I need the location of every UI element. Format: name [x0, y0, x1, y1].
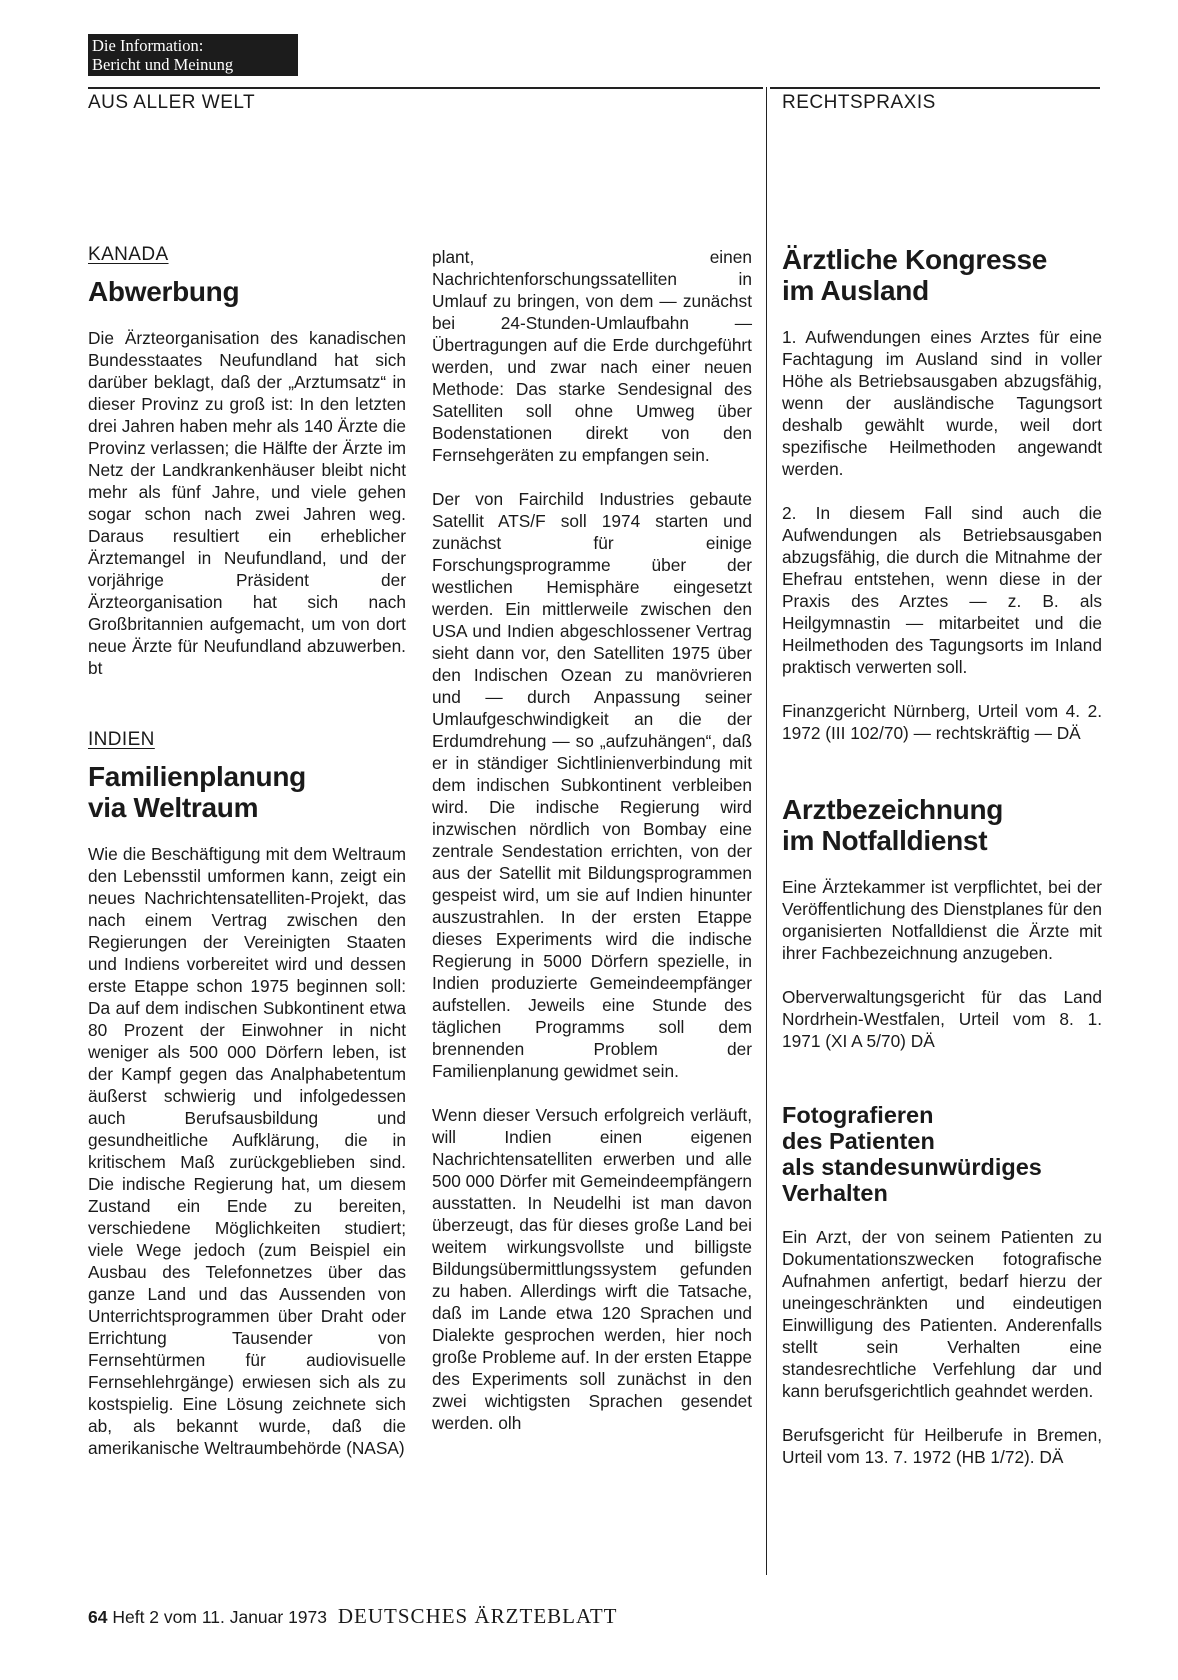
column-2: [432, 246, 752, 1456]
article-body: 1. Aufwendungen eines Arztes für eine Fachtagung im Ausland sind in voller Höhe als Betriebsausgaben abzugsfähig, wenn der ausländische Tagungsort deshalb gewählt wurde, weil dort spezifische Heilmethoden angewandt werden.: [782, 327, 1102, 479]
article-body: 2. In diesem Fall sind auch die Aufwendungen als Betriebsausgaben abzugsfähig, die durch die Mitnahme der Ehefrau entstehen, wenn diese in der Praxis des Arztes — z. B. als Heilgymnastin — mitarbeitet und die Heilmethoden des Tagungsorts im Inland praktisch verwerten soll.: [782, 503, 1102, 677]
article-indien: [88, 729, 406, 1459]
page-number: 64: [88, 1607, 108, 1627]
header-rule-right: [770, 87, 1100, 89]
header-rule-left: [88, 87, 763, 89]
column-3: [782, 244, 1102, 1490]
article-title-line: Fotografieren: [782, 1102, 934, 1128]
article-title-line: Verhalten: [782, 1180, 888, 1206]
article-kicker: INDIEN: [88, 729, 155, 750]
article-notfalldienst: [782, 794, 1102, 1052]
article-title-line: als standesunwürdiges: [782, 1154, 1042, 1180]
article-title-line: via Weltraum: [88, 792, 259, 823]
article-kongresse: [782, 244, 1102, 744]
article-kicker: KANADA: [88, 244, 169, 265]
article-body: Eine Ärztekammer ist verpflichtet, bei der Veröffentlichung des Dienstplanes für den organisierten Notfalldienst die Ärzte mit ihrer Fachbezeichnung anzugeben.: [782, 877, 1102, 963]
page-footer: [88, 1604, 617, 1629]
issue-info: Heft 2 vom 11. Januar 1973: [112, 1607, 328, 1627]
article-kanada: [88, 244, 406, 679]
article-title-line: Arztbezeichnung: [782, 794, 1004, 825]
article-title: [88, 761, 406, 823]
article-body-continued: plant, einen Nachrichtenforschungssatelliten in Umlauf zu bringen, von dem — zunächst bei 24-Stunden-Umlaufbahn — Übertragungen auf die Erde durchgeführt werden, und zwar nach einer neuen Methode: Das starke Sendesignal des Satelliten soll ohne Umweg über Bodenstationen direkt von den Fernsehgeräten zu empfangen sein.: [432, 247, 752, 465]
rubric-badge-line2: Bericht und Meinung: [92, 55, 234, 74]
column-divider: [766, 87, 767, 1575]
section-label-rechtspraxis: RECHTSPRAXIS: [782, 92, 936, 113]
article-title: Abwerbung: [88, 276, 240, 307]
masthead-logo: DEUTSCHES ÄRZTEBLATT: [337, 1604, 618, 1628]
article-title-line: im Notfalldienst: [782, 825, 988, 856]
article-title: [782, 244, 1102, 306]
court-citation: Oberverwaltungsgericht für das Land Nordrhein-Westfalen, Urteil vom 8. 1. 1971 (XI A 5/70) DÄ: [782, 987, 1102, 1051]
article-body-continued: Wenn dieser Versuch erfolgreich verläuft, will Indien einen eigenen Nachrichtensatelliten erwerben und alle 500 000 Dörfer mit Gemeindeempfängern ausstatten. In Neudelhi ist man davon überzeugt, das für dieses große Land bei weitem wirkungsvollste und billigste Bildungsübermittlungssystem gefunden zu haben. Allerdings wirft die Tatsache, daß im Lande etwa 120 Sprachen und Dialekte gesprochen werden, hier noch große Probleme auf. In der ersten Etappe des Experiments soll zunächst in den zwei wichtigsten Sprachen gesendet werden. olh: [432, 1105, 752, 1433]
article-title-line: Familienplanung: [88, 761, 306, 792]
article-title-line: des Patienten: [782, 1128, 935, 1154]
article-body-continued: Der von Fairchild Industries gebaute Satellit ATS/F soll 1974 starten und zunächst für einige Forschungsprogramme über der westlichen Hemisphäre eingesetzt werden. Ein mittlerweile zwischen den USA und Indien abgeschlossener Vertrag sieht dann vor, den Satelliten 1975 über den Indischen Ozean zu manövrieren und — durch Anpassung seiner Umlaufgeschwindigkeit an die der Erdumdrehung — so „aufzuhängen“, daß er in ständiger Sichtlinienverbindung mit dem indischen Subkontinent verbleiben wird. Die indische Regierung wird inzwischen nördlich von Bombay eine zentrale Sendestation errichten, von der aus der Satellit mit Bildungsprogrammen gespeist wird, um sie auf Indien hinunter auszustrahlen. In der ersten Etappe dieses Experiments wird die indische Regierung in 5000 Dörfern spezielle, in Indien produzierte Gemeindeempfänger aufstellen. Jeweils eine Stunde des täglichen Programms soll dem brennenden Problem der Familienplanung gewidmet sein.: [432, 489, 752, 1081]
court-citation: Berufsgericht für Heilberufe in Bremen, Urteil vom 13. 7. 1972 (HB 1/72). DÄ: [782, 1425, 1102, 1467]
rubric-badge-line1: Die Information:: [92, 36, 204, 55]
article-fotografieren: [782, 1102, 1102, 1468]
article-body: Die Ärzteorganisation des kanadischen Bundesstaates Neufundland hat sich darüber beklagt, daß der „Arztumsatz“ in dieser Provinz zu groß ist: In den letzten drei Jahren haben mehr als 140 Ärzte die Provinz verlassen; die Hälfte der Ärzte im Netz der Landkrankenhäuser bleibt nicht mehr als fünf Jahre, und viele gehen sogar schon nach zwei Jahren weg. Daraus resultiert ein erheblicher Ärztemangel in Neufundland, und der vorjährige Präsident der Ärzteorganisation hat sich nach Großbritannien aufgemacht, um von dort neue Ärzte für Neufundland abzuwerben. bt: [88, 328, 406, 678]
article-title: [782, 1102, 1102, 1206]
article-title-line: im Ausland: [782, 275, 929, 306]
column-1: [88, 244, 406, 1481]
rubric-badge: [88, 34, 298, 76]
article-title: [782, 794, 1102, 856]
article-title-line: Ärztliche Kongresse: [782, 244, 1048, 275]
section-label-aus-aller-welt: AUS ALLER WELT: [88, 92, 256, 113]
article-body: Wie die Beschäftigung mit dem Weltraum den Lebensstil umformen kann, zeigt ein neues Nachrichtensatelliten-Projekt, das nach einem Vertrag zwischen den Regierungen der Vereinigten Staaten und Indiens vorbereitet wird und dessen erste Etappe schon 1975 beginnen soll: Da auf dem indischen Subkontinent etwa 80 Prozent der Einwohner in nicht weniger als 500 000 Dörfern leben, ist der Kampf gegen das Analphabetentum äußerst schwierig und infolgedessen auch Berufsausbildung und gesundheitliche Aufklärung, die in kritischem Maß zurückgeblieben sind. Die indische Regierung hat, um diesem Zustand ein Ende zu bereiten, verschiedene Möglichkeiten studiert; viele Wege jedoch (zum Beispiel ein Ausbau des Telefonnetzes über das ganze Land und das Aussenden von Unterrichtsprogrammen über Draht oder Errichtung Tausender von Fernsehtürmen für audiovisuelle Fernsehlehrgänge) erwiesen sich als zu kostspielig. Eine Lösung zeichnete sich ab, als bekannt wurde, daß die amerikanische Weltraumbehörde (NASA): [88, 844, 406, 1458]
article-body: Ein Arzt, der von seinem Patienten zu Dokumentationszwecken fotografische Aufnahmen anfertigt, bedarf hierzu der uneingeschränkten und eindeutigen Einwilligung des Patienten. Anderenfalls stellt sein Verhalten eine standesrechtliche Verfehlung dar und kann berufsgerichtlich geahndet werden.: [782, 1227, 1102, 1401]
court-citation: Finanzgericht Nürnberg, Urteil vom 4. 2. 1972 (III 102/70) — rechtskräftig — DÄ: [782, 701, 1102, 743]
